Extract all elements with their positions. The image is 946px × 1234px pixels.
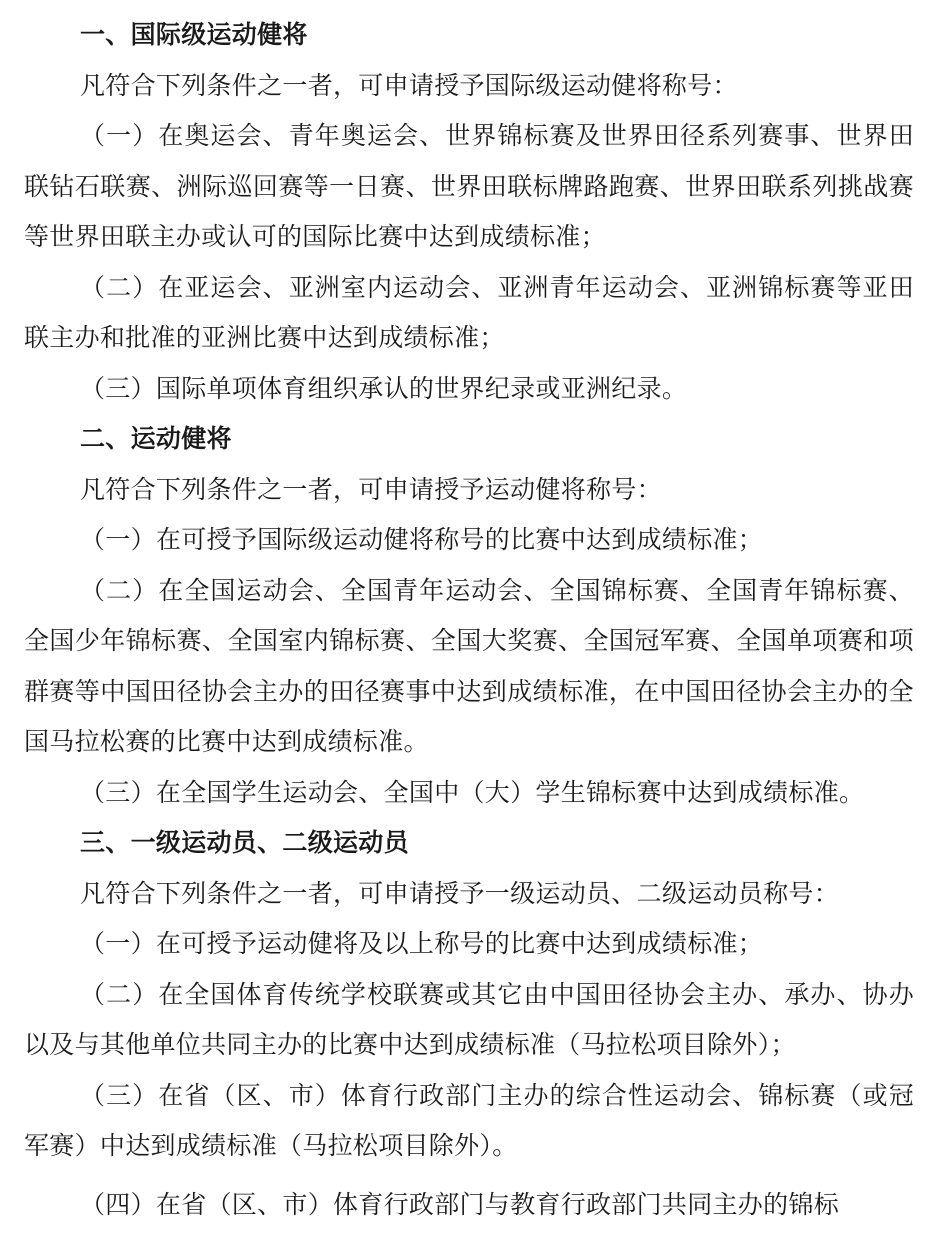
- clause-item: （三）国际单项体育组织承认的世界纪录或亚洲纪录。: [80, 373, 688, 403]
- section-intro: 凡符合下列条件之一者，可申请授予运动健将称号：: [80, 474, 662, 504]
- section-intro: 凡符合下列条件之一者，可申请授予国际级运动健将称号：: [80, 70, 738, 100]
- clause-item: （四）在省（区、市）体育行政部门与教育行政部门共同主办的锦标: [80, 1189, 840, 1219]
- clause-item: （一）在可授予国际级运动健将称号的比赛中达到成绩标准；: [80, 525, 764, 554]
- section-intro: 凡符合下列条件之一者，可申请授予一级运动员、二级运动员称号：: [80, 878, 840, 908]
- clause-item: （三）在全国学生运动会、全国中（大）学生锦标赛中达到成绩标准。: [80, 777, 865, 807]
- section-heading-international-master: 一、国际级运动健将: [80, 20, 308, 49]
- clause-item: （三）在省（区、市）体育行政部门主办的综合性运动会、锦标赛（或冠军赛）中达到成绩标准（马拉松项目除外）。: [24, 1080, 914, 1160]
- section-heading-master: 二、运动健将: [80, 424, 232, 453]
- section-heading-first-second-class: 三、一级运动员、二级运动员: [80, 828, 409, 857]
- clause-item: （一）在可授予运动健将及以上称号的比赛中达到成绩标准；: [80, 929, 764, 958]
- clause-item: （二）在全国运动会、全国青年运动会、全国锦标赛、全国青年锦标赛、全国少年锦标赛、全国室内锦标赛、全国大奖赛、全国冠军赛、全国单项赛和项群赛等中国田径协会主办的田径赛事中达到成绩标准，在中国田径协会主办的全国马拉松赛的比赛中达到成绩标准。: [24, 575, 914, 756]
- clause-item: （一）在奥运会、青年奥运会、世界锦标赛及世界田径系列赛事、世界田联钻石联赛、洲际巡回赛等一日赛、世界田联标牌路跑赛、世界田联系列挑战赛等世界田联主办或认可的国际比赛中达到成绩标准；: [24, 121, 914, 251]
- clause-item: （二）在全国体育传统学校联赛或其它由中国田径协会主办、承办、协办以及与其他单位共同主办的比赛中达到成绩标准（马拉松项目除外）；: [24, 979, 914, 1059]
- clause-item: （二）在亚运会、亚洲室内运动会、亚洲青年运动会、亚洲锦标赛等亚田联主办和批准的亚洲比赛中达到成绩标准；: [24, 272, 914, 352]
- document-page: [24, 10, 914, 1230]
